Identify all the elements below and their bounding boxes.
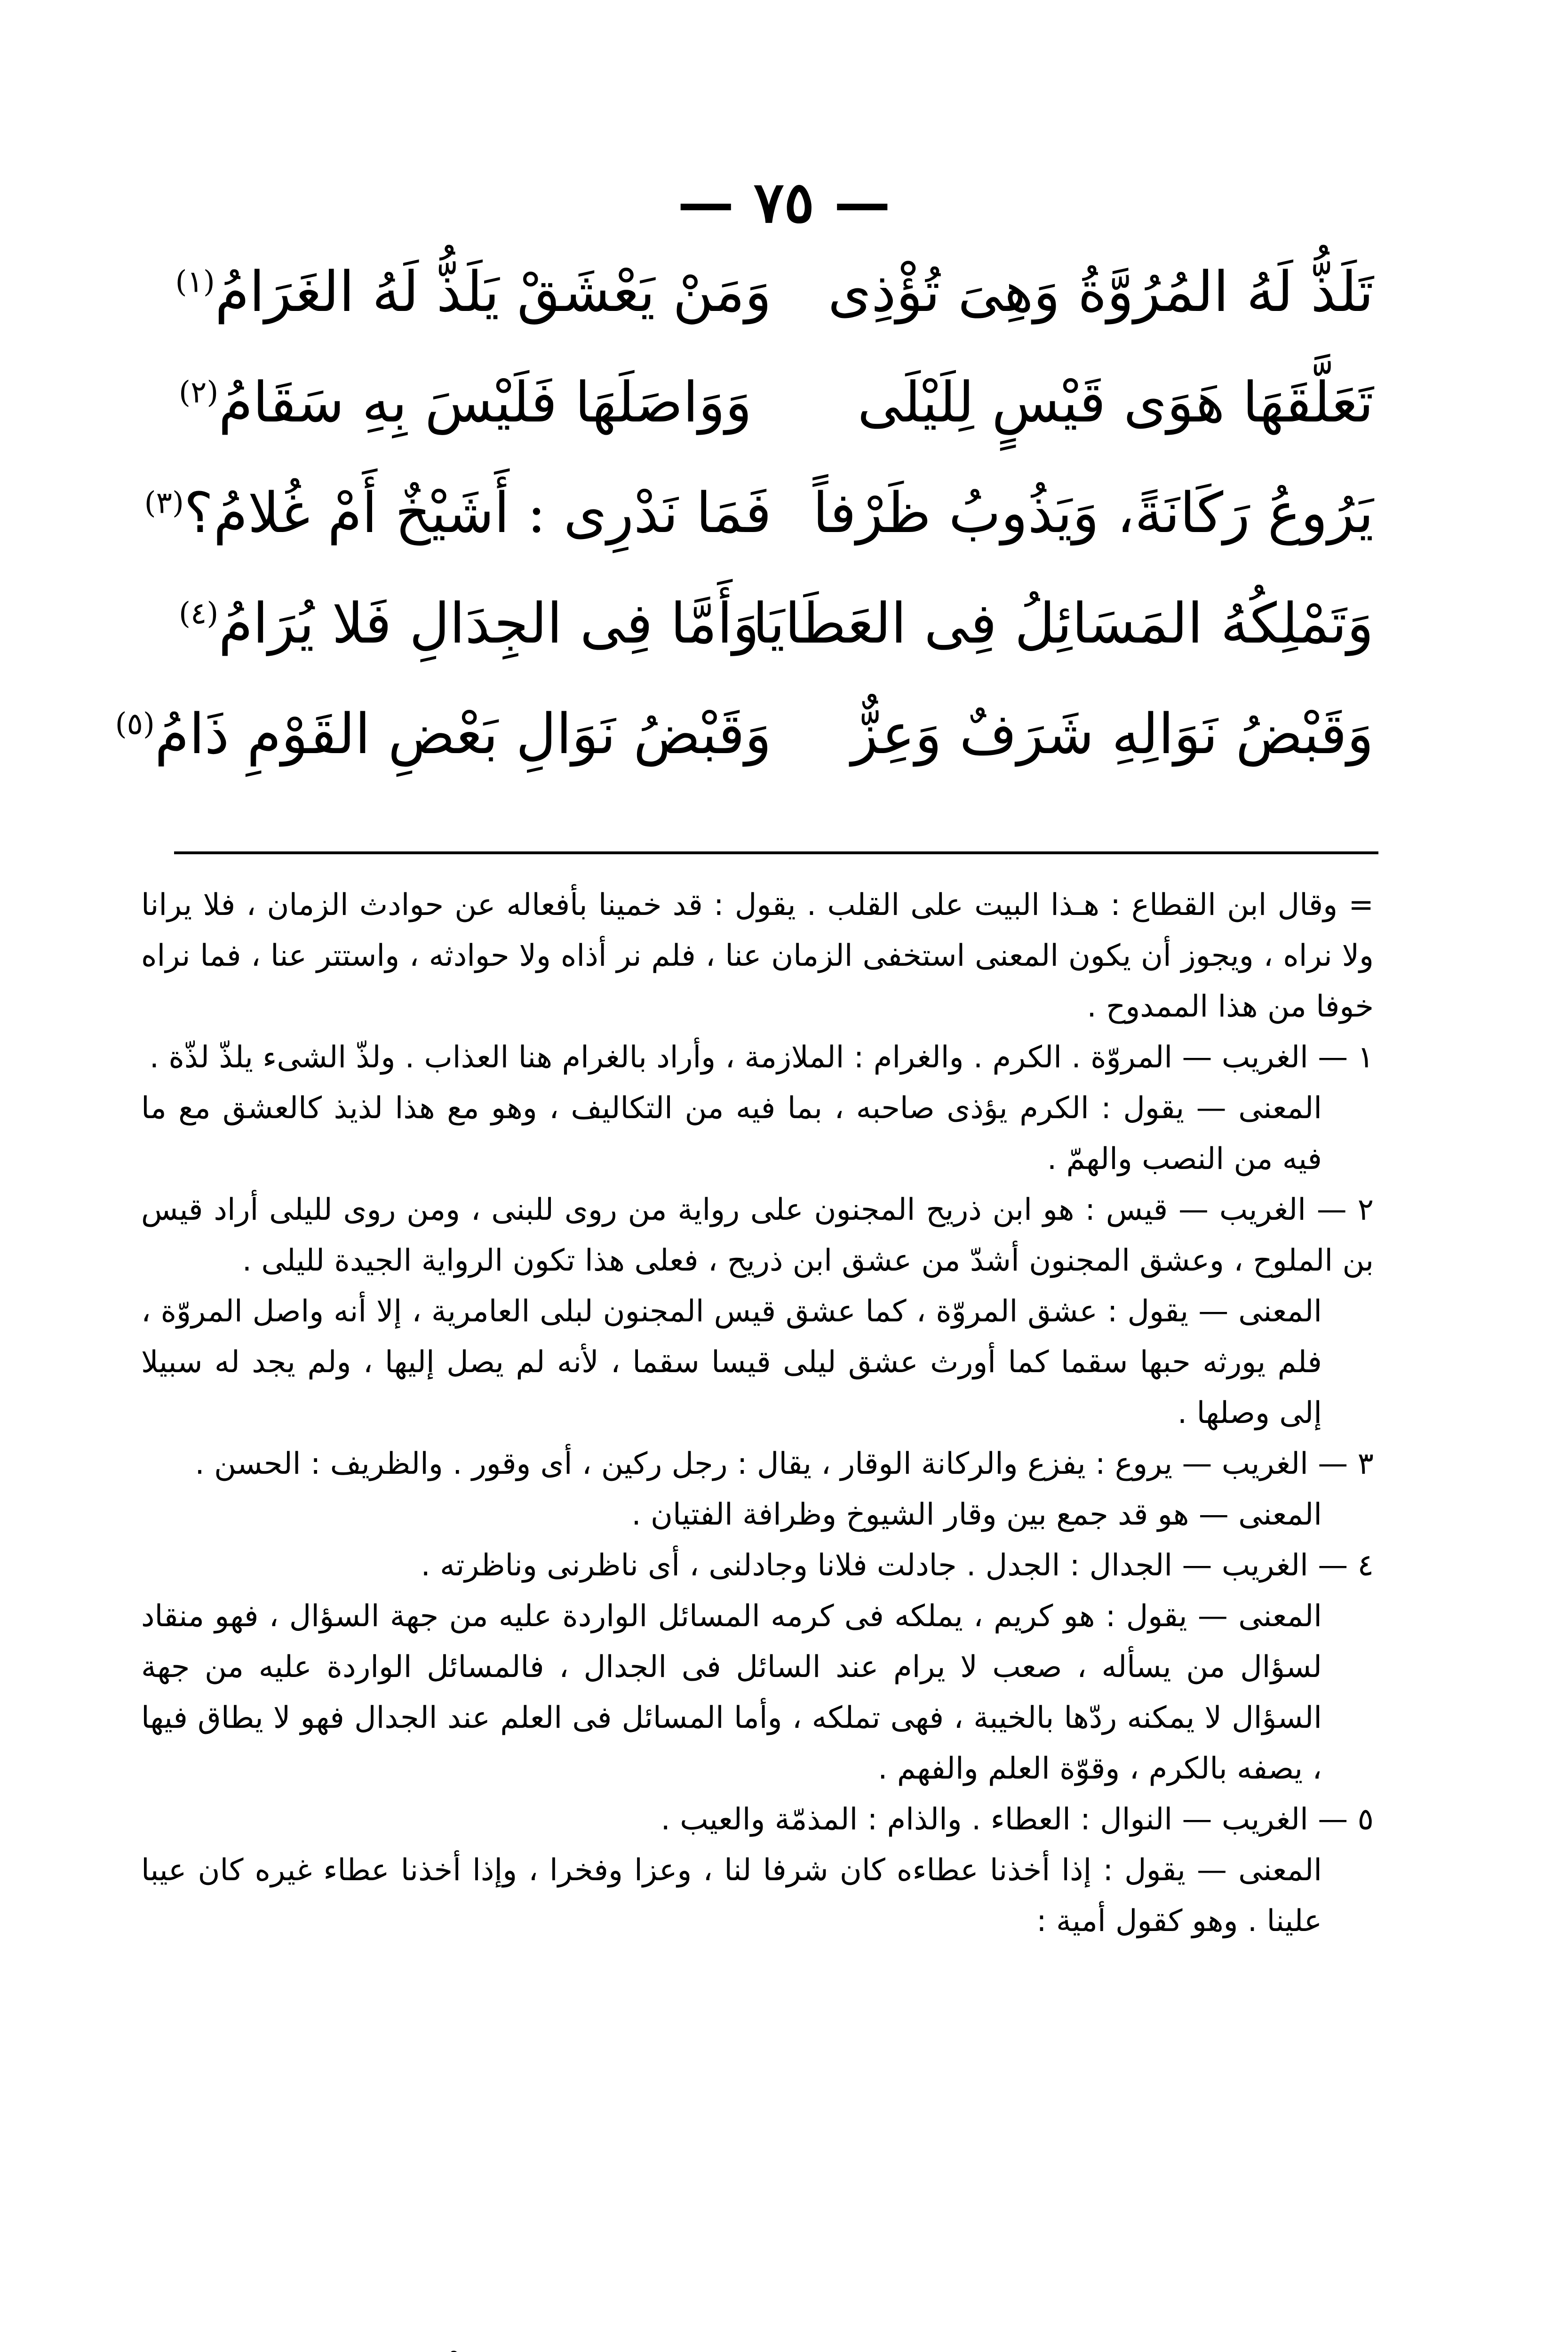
commentary-paragraph: ٣ — الغريب — يروع : يفزع والركانة الوقار ، يقال : رجل ركين ، أى وقور . والظريف : الحسن . [195, 1446, 1374, 1481]
verse-first-hemistich: وَقَبْضُ نَوَالِهِ شَرَفٌ وَعِزٌّ [851, 701, 1374, 766]
quoted-verse-second-hemistich [179, 2347, 767, 2352]
footnote-ref: (٥) [115, 707, 155, 742]
verse-second-text: وَوَاصَلَهَا فَلَيْسَ بِهِ سَقَامُ [218, 370, 752, 435]
poem-verse [115, 687, 1374, 781]
verse-second-hemistich [175, 245, 772, 339]
verse-first-hemistich: تَلَذُّ لَهُ المُرُوَّةُ وَهِىَ تُؤْذِى [828, 259, 1374, 324]
commentary-paragraph: المعنى — يقول : إذا أخذنا عطاءه كان شرفا لنا ، وعزا وفخرا ، وإذا أخذنا عطاء غيره كان عيبا علينا . وهو كقول أمية : [141, 1853, 1322, 1939]
commentary [141, 880, 1374, 1947]
verse-second-hemistich [115, 687, 772, 781]
poem-verse [144, 466, 1374, 560]
verse-second-text: وَأَمَّا فِى الجِدَالِ فَلا يُرَامُ [218, 591, 760, 656]
verse-second-hemistich [144, 466, 772, 560]
commentary-paragraph: المعنى — يقول : الكرم يؤذى صاحبه ، بما فيه من التكاليف ، وهو مع هذا لذيذ كالعشق مع ما فيه من النصب والهمّ . [141, 1091, 1322, 1176]
verse-second-text: فَمَا نَدْرِى : أَشَيْخٌ أَمْ غُلامُ؟ [183, 480, 772, 545]
commentary-paragraph: المعنى — هو قد جمع بين وقار الشيوخ وظرافة الفتيان . [631, 1497, 1322, 1532]
poem-verse [179, 355, 1374, 449]
verse-second-text: وَقَبْضُ نَوَالِ بَعْضِ القَوْمِ ذَامُ [154, 701, 772, 766]
commentary-paragraph: المعنى — يقول : هو كريم ، يملكه فى كرمه المسائل الواردة عليه من جهة السؤال ، فهو منقاد لسؤال من يسأله ، صعب لا يرام عند السائل فى الجدال ، فالمسائل الواردة عليه من جهة السؤال لا يمكنه ردّها بالخيبة ، فهى تملكه ، وأما المسائل فى العلم عند الجدال فهو لا يطاق فيها ، يصفه بالكرم ، وقوّة العلم والفهم . [141, 1599, 1322, 1786]
verse-first-hemistich: يَرُوعُ رَكَانَةً، وَيَذُوبُ ظَرْفاً [812, 480, 1374, 545]
poem-verse [175, 245, 1374, 339]
footnote-ref: (٢) [179, 375, 219, 410]
commentary-paragraph: = وقال ابن القطاع : هـذا البيت على القلب . يقول : قد خمينا بأفعاله عن حوادث الزمان ، فلا يرانا ولا نراه ، ويجوز أن يكون المعنى استخفى الزمان عنا ، فلم نر أذاه ولا حوادثه ، واستتر عنا ، فما نراه خوفا من هذا الممدوح . [141, 888, 1374, 1024]
commentary-paragraph: ٢ — الغريب — قيس : هو ابن ذريح المجنون على رواية من روى للبنى ، ومن روى لليلى أراد قيس بن الملوح ، وعشق المجنون أشدّ من عشق ابن ذريح ، فعلى هذا تكون الرواية الجيدة لليلى . [141, 1192, 1374, 1278]
commentary-paragraph: المعنى — يقول : عشق المروّة ، كما عشق قيس المجنون لبلى العامرية ، إلا أنه واصل المروّة ، فلم يورثه حبها سقما كما أورث عشق ليلى قيسا سقما ، لأنه لم يصل إليها ، ولم يجد له سبيلا إلى وصلها . [141, 1294, 1322, 1430]
quoted-verse [179, 2347, 1374, 2352]
verse-second-hemistich [179, 355, 772, 449]
verse-second-hemistich [179, 576, 772, 670]
footnote-ref: (١) [175, 264, 215, 300]
commentary-paragraph: ٥ — الغريب — النوال : العطاء . والذام : المذمّة والعيب . [661, 1802, 1374, 1837]
verse-second-text: وَمَنْ يَعْشَقْ يَلَذُّ لَهُ الغَرَامُ [215, 259, 772, 324]
verse-first-hemistich: تَعَلَّقَهَا هَوَى قَيْسٍ لِلَيْلَى [857, 370, 1374, 435]
page-number: — ٧٥ — [677, 169, 891, 236]
quoted-verse-first-hemistich [833, 2347, 1374, 2352]
footnote-ref: (٤) [179, 596, 219, 631]
verse-first-hemistich: وَتَمْلِكُهُ المَسَائِلُ فِى العَطَايَا [752, 591, 1374, 656]
commentary-paragraph: ١ — الغريب — المروّة . الكرم . والغرام : الملازمة ، وأراد بالغرام هنا العذاب . ولذّ الشىء يلذّ لذّة . [149, 1040, 1374, 1075]
commentary-paragraph: ٤ — الغريب — الجدال : الجدل . جادلت فلانا وجادلنى ، أى ناظرنى وناظرته . [421, 1548, 1374, 1583]
poem-verse [179, 576, 1374, 670]
footnote-separator [174, 851, 1378, 854]
footnote-ref: (٣) [144, 485, 184, 521]
